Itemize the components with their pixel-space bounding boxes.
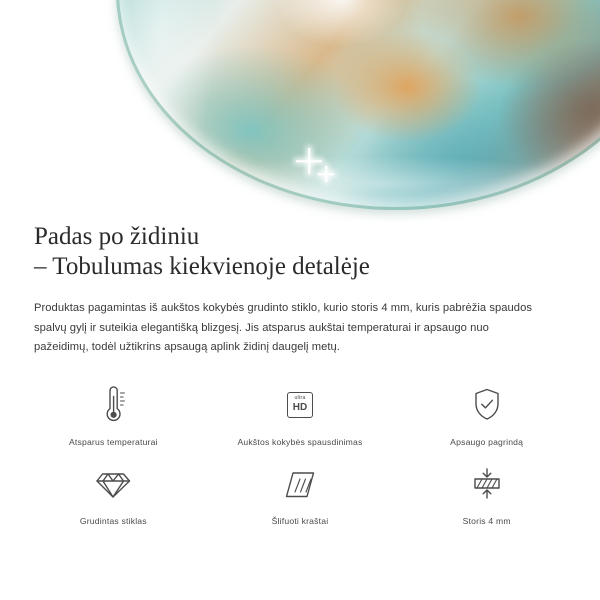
feature-label: Storis 4 mm (462, 515, 511, 526)
thickness-arrows-icon (469, 461, 505, 507)
feature-item-temperature-resistant (20, 382, 207, 447)
marble-glass-disc-icon (116, 0, 600, 210)
ultra-hd-icon (287, 382, 313, 428)
hero-image (0, 0, 600, 222)
feature-item-thickness (393, 461, 580, 526)
feature-item-tempered-glass (20, 461, 207, 526)
page-title-line-1: Padas po židiniu (34, 223, 200, 250)
diamond-icon (94, 461, 132, 507)
ultra-hd-badge-bottom: HD (292, 401, 308, 413)
shield-check-icon (470, 382, 504, 428)
content-block (0, 222, 600, 526)
product-description-text: Produktas pagamintas iš aukštos kokybės grudinto stiklo, kurio storis 4 mm, kuris pabrėžia spaudos spalvų gylį ir suteikia elegantišką blizgesį. Jis atsparus aukštai temperaturai ir apsaugo nuo pažeidimų, todėl užtikrins apsaugą aplink židinį daugelį metų. (34, 302, 532, 353)
page-title (0, 222, 600, 282)
polished-edges-icon (282, 461, 318, 507)
thermometer-icon (96, 382, 130, 428)
feature-label: Aukštos kokybės spausdinimas (237, 436, 363, 447)
feature-grid (0, 382, 600, 526)
feature-item-surface-protection (393, 382, 580, 447)
feature-label: Grudintas stiklas (79, 515, 147, 526)
page-title-line-2: – Tobulumas kiekvienoje detalėje (34, 253, 370, 280)
feature-item-print-quality (207, 382, 394, 447)
feature-item-polished-edges (207, 461, 394, 526)
ultra-hd-badge-top: ultra (294, 395, 306, 402)
feature-label: Apsaugo pagrindą (450, 436, 524, 447)
feature-label: Atsparus temperaturai (68, 436, 158, 447)
feature-label: Šlifuoti kraštai (271, 515, 329, 526)
